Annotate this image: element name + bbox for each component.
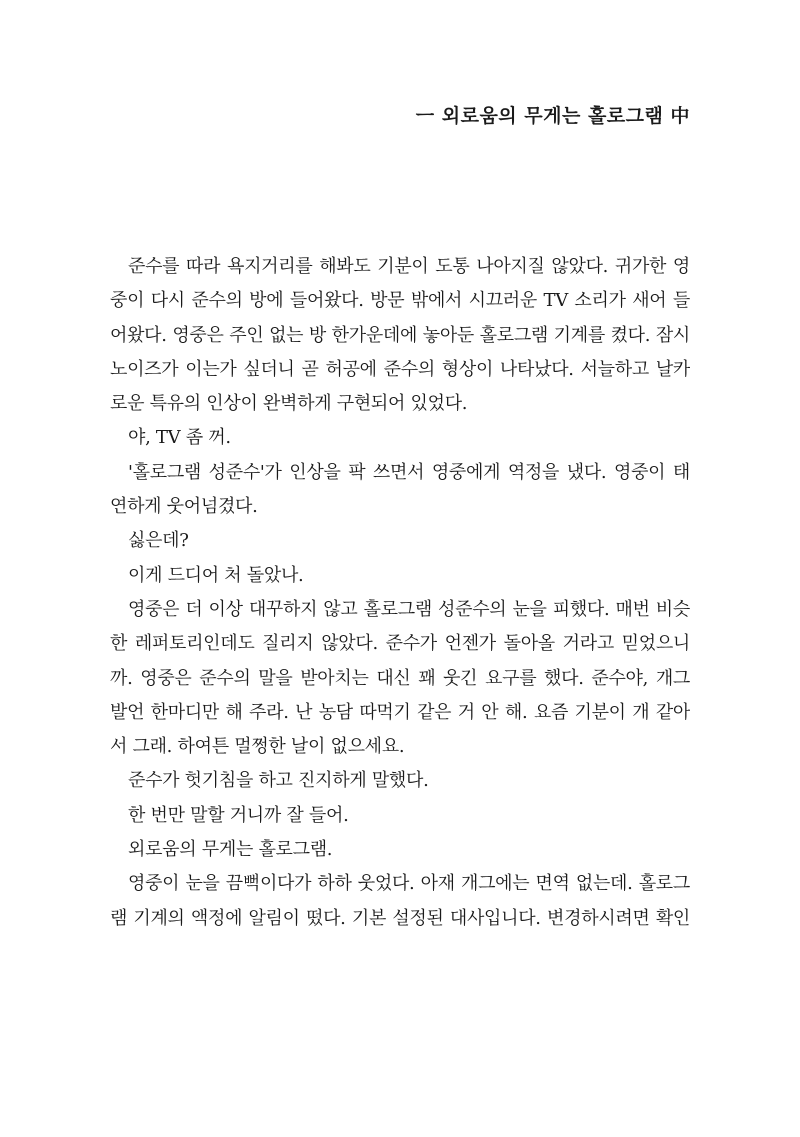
text-line: 어왔다. 영중은 주인 없는 방 한가운데에 놓아둔 홀로그램 기계를 켰다. 잠시 (110, 324, 690, 346)
text-line: 야, TV 좀 꺼. (128, 427, 231, 449)
text-line: 영중은 더 이상 대꾸하지 않고 홀로그램 성준수의 눈을 피했다. 매번 비슷 (128, 598, 690, 620)
text-line: 영중이 눈을 끔뻑이다가 하하 웃었다. 아재 개그에는 면역 없는데. 홀로그 (128, 873, 690, 895)
text-line: 준수를 따라 욕지거리를 해봐도 기분이 도통 나아지질 않았다. 귀가한 영 (128, 256, 690, 277)
body-text (110, 250, 690, 936)
text-line: 연하게 웃어넘겼다. (110, 496, 258, 518)
text-line: 노이즈가 이는가 싶더니 곧 허공에 준수의 형상이 나타났다. 서늘하고 날카 (110, 358, 690, 380)
text-line: 램 기계의 액정에 알림이 떴다. 기본 설정된 대사입니다. 변경하시려면 확인 (110, 907, 690, 929)
text-line: 이게 드디어 처 돌았나. (128, 564, 304, 586)
text-line: 한 레퍼토리인데도 질리지 않았다. 준수가 언젠가 돌아올 거라고 믿었으니 (110, 633, 690, 655)
text-line: '홀로그램 성준수'가 인상을 팍 쓰면서 영중에게 역정을 냈다. 영중이 태 (128, 461, 690, 483)
chapter-title: ㅡ 외로움의 무게는 홀로그램 中 (415, 105, 690, 127)
text-line: 준수가 헛기침을 하고 진지하게 말했다. (128, 770, 429, 792)
text-line: 중이 다시 준수의 방에 들어왔다. 방문 밖에서 시끄러운 TV 소리가 새어 들 (110, 290, 690, 312)
text-line: 까. 영중은 준수의 말을 받아치는 대신 꽤 웃긴 요구를 했다. 준수야, 개그 (110, 667, 690, 689)
text-line: 싫은데? (128, 530, 189, 552)
text-line: 한 번만 말할 거니까 잘 들어. (128, 804, 349, 826)
text-line: 서 그래. 하여튼 멀쩡한 날이 없으세요. (110, 736, 405, 758)
text-line: 발언 한마디만 해 주라. 난 농담 따먹기 같은 거 안 해. 요즘 기분이 개 같아 (110, 701, 690, 723)
text-line: 로운 특유의 인상이 완벽하게 구현되어 있었다. (110, 393, 468, 415)
text-line: 외로움의 무게는 홀로그램. (128, 839, 333, 861)
